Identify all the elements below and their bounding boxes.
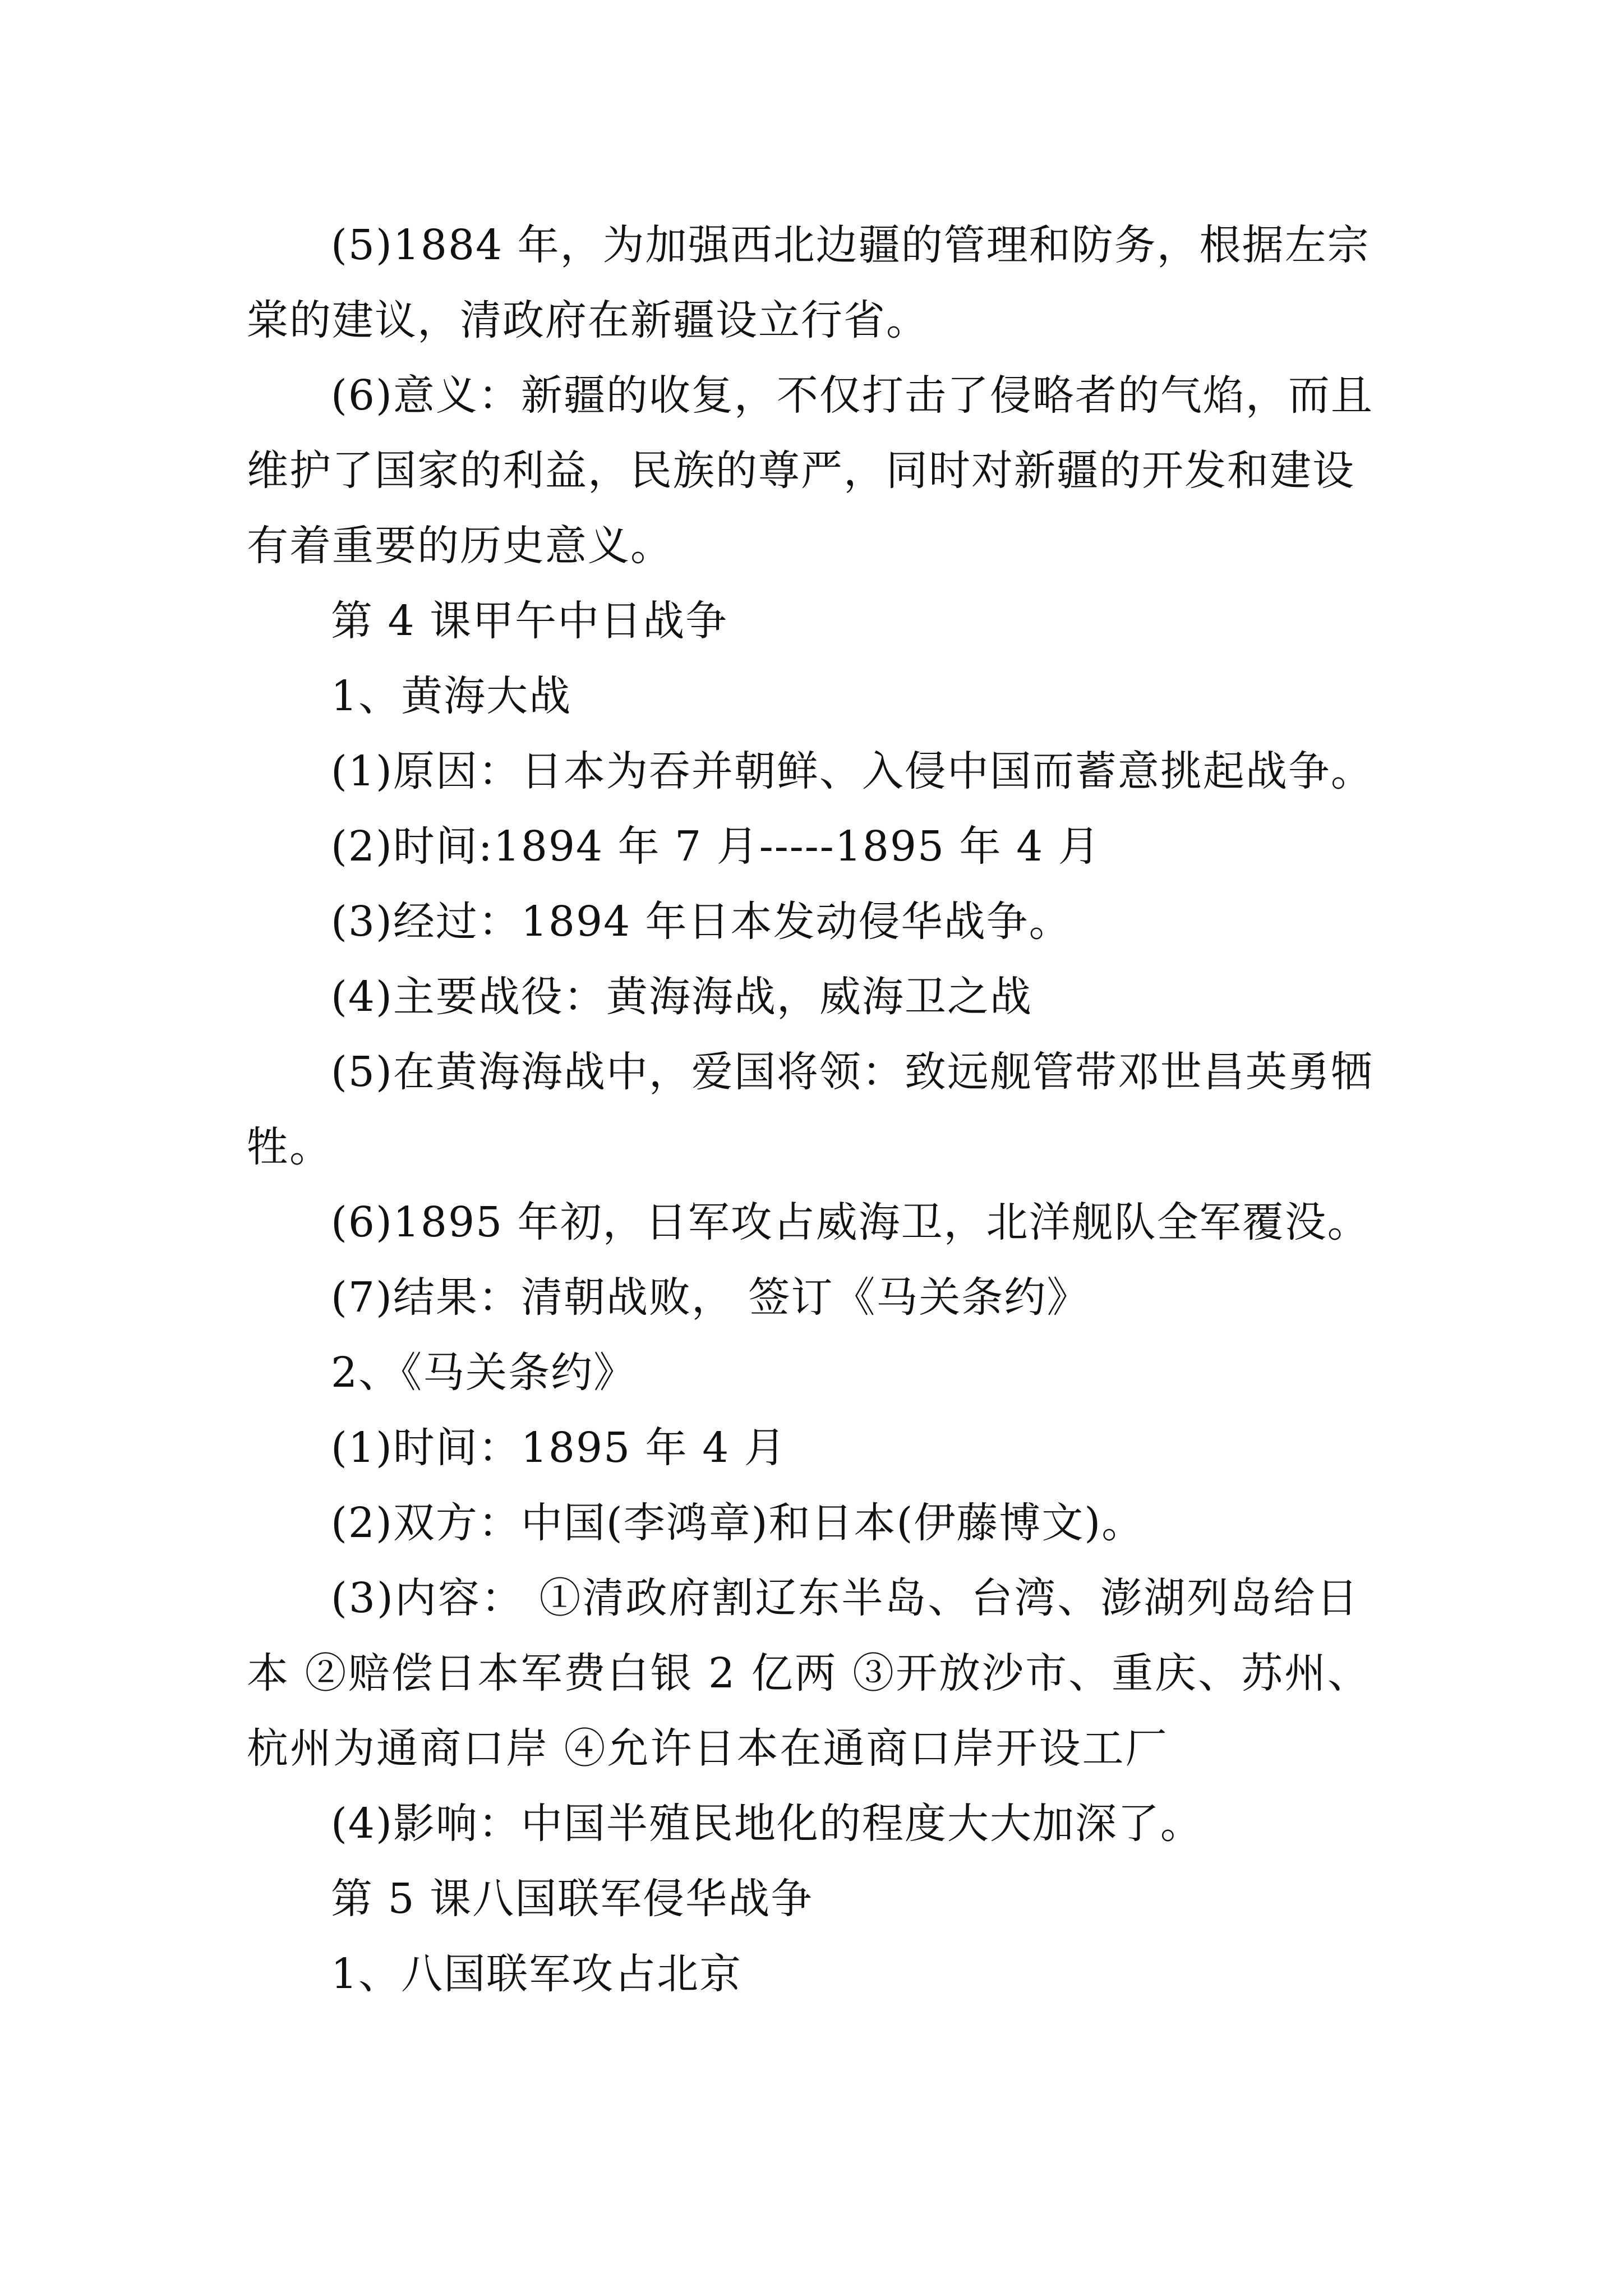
- paragraph-war-result: (7)结果：清朝战败， 签订《马关条约》: [331, 1273, 1090, 1322]
- paragraph-treaty-parties: (2)双方：中国(李鸿章)和日本(伊藤博文)。: [331, 1499, 1145, 1547]
- paragraph-treaty-time: (1)时间：1895 年 4 月: [331, 1424, 787, 1472]
- section-treaty-of-shimonoseki: 2、《马关条约》: [331, 1349, 637, 1397]
- paragraph-deng-shichang: (5)在黄海海战中，爱国将领：致远舰管带邓世昌英勇牺牲。: [247, 1048, 1373, 1171]
- paragraph-war-cause: (1)原因：日本为吞并朝鲜、入侵中国而蓄意挑起战争。: [331, 747, 1373, 795]
- paragraph-treaty-impact: (4)影响：中国半殖民地化的程度大大加深了。: [331, 1800, 1203, 1848]
- paragraph-weihaiwei: (6)1895 年初，日军攻占威海卫，北洋舰队全军覆没。: [331, 1198, 1370, 1246]
- section-yellow-sea-battle: 1、黄海大战: [331, 672, 572, 720]
- paragraph-war-process: (3)经过：1894 年日本发动侵华战争。: [331, 898, 1072, 946]
- document-body: [247, 208, 1385, 2012]
- paragraph-xinjiang-significance: (6)意义：新疆的收复，不仅打击了侵略者的气焰，而且维护了国家的利益，民族的尊严，同时对新疆的开发和建设有着重要的历史意义。: [247, 371, 1373, 570]
- paragraph-main-battles: (4)主要战役：黄海海战，威海卫之战: [331, 973, 1032, 1021]
- paragraph-war-time: (2)时间:1894 年 7 月-----1895 年 4 月: [331, 822, 1101, 871]
- section-allied-forces-beijing: 1、八国联军攻占北京: [331, 1950, 743, 1998]
- lesson-5-title: 第 5 课八国联军侵华战争: [331, 1875, 814, 1923]
- paragraph-treaty-content: (3)内容： ①清政府割辽东半岛、台湾、澎湖列岛给日本 ②赔偿日本军费白银 2 亿两 ③开放沙市、重庆、苏州、杭州为通商口岸 ④允许日本在通商口岸开设工厂: [247, 1574, 1371, 1773]
- paragraph-xinjiang-province: (5)1884 年，为加强西北边疆的管理和防务，根据左宗棠的建议，清政府在新疆设立行省。: [247, 221, 1370, 344]
- lesson-4-title: 第 4 课甲午中日战争: [331, 597, 728, 645]
